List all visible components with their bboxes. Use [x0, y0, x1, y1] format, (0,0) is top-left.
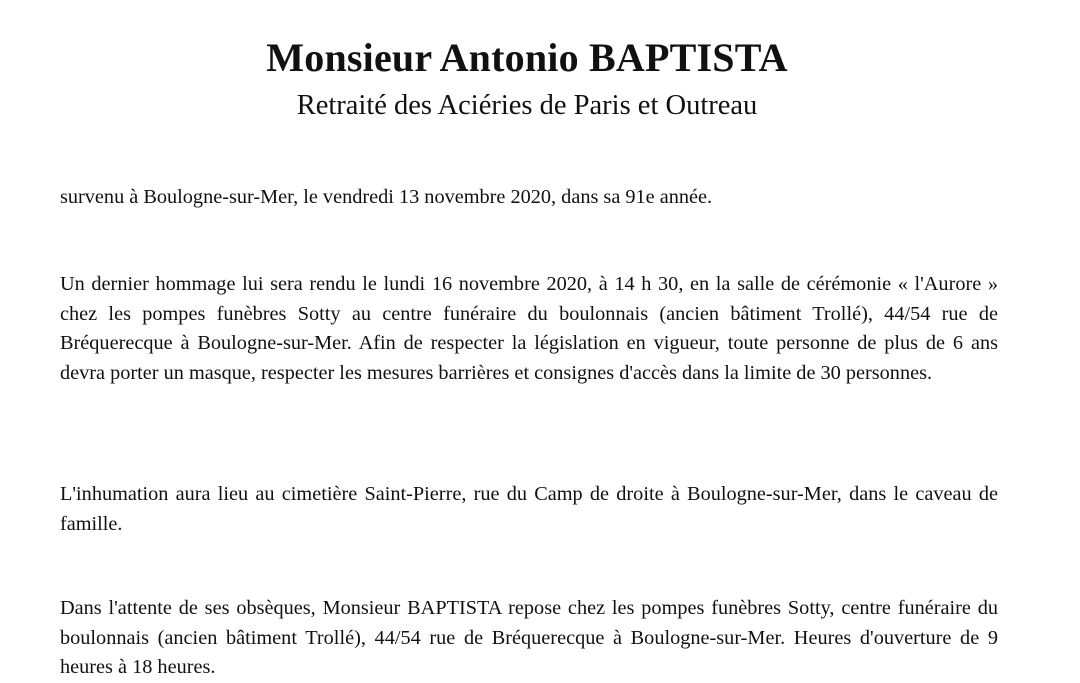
burial-paragraph: L'inhumation aura lieu au cimetière Saint-Pierre, rue du Camp de droite à Boulogne-sur-Mer, dans le caveau de famille.: [60, 483, 998, 535]
deceased-occupation-subtitle: Retraité des Aciéries de Paris et Outreau: [296, 90, 758, 121]
deceased-name-heading: Monsieur Antonio BAPTISTA: [266, 35, 788, 80]
funeral-ceremony-paragraph: Un dernier hommage lui sera rendu le lundi 16 novembre 2020, à 14 h 30, en la salle de cérémonie « l'Aurore » chez les pompes funèbres Sotty au centre funéraire du boulonnais (ancien bâtiment Trollé), 44/54 rue de Bréquerecque à Boulogne-sur-Mer. Afin de respecter la législation en vigueur, toute personne de plus de 6 ans devra porter un masque, respecter les mesures barrières et consignes d'accès dans la limite de 30 personnes.: [60, 273, 998, 384]
death-notice-paragraph: survenu à Boulogne-sur-Mer, le vendredi 13 novembre 2020, dans sa 91e année.: [60, 186, 713, 208]
repose-location-paragraph: Dans l'attente de ses obsèques, Monsieur BAPTISTA repose chez les pompes funèbres Sotty, centre funéraire du boulonnais (ancien bâtiment Trollé), 44/54 rue de Bréquerecque à Boulogne-sur-Mer. Heures d'ouverture de 9 heures à 18 heures.: [60, 597, 998, 678]
